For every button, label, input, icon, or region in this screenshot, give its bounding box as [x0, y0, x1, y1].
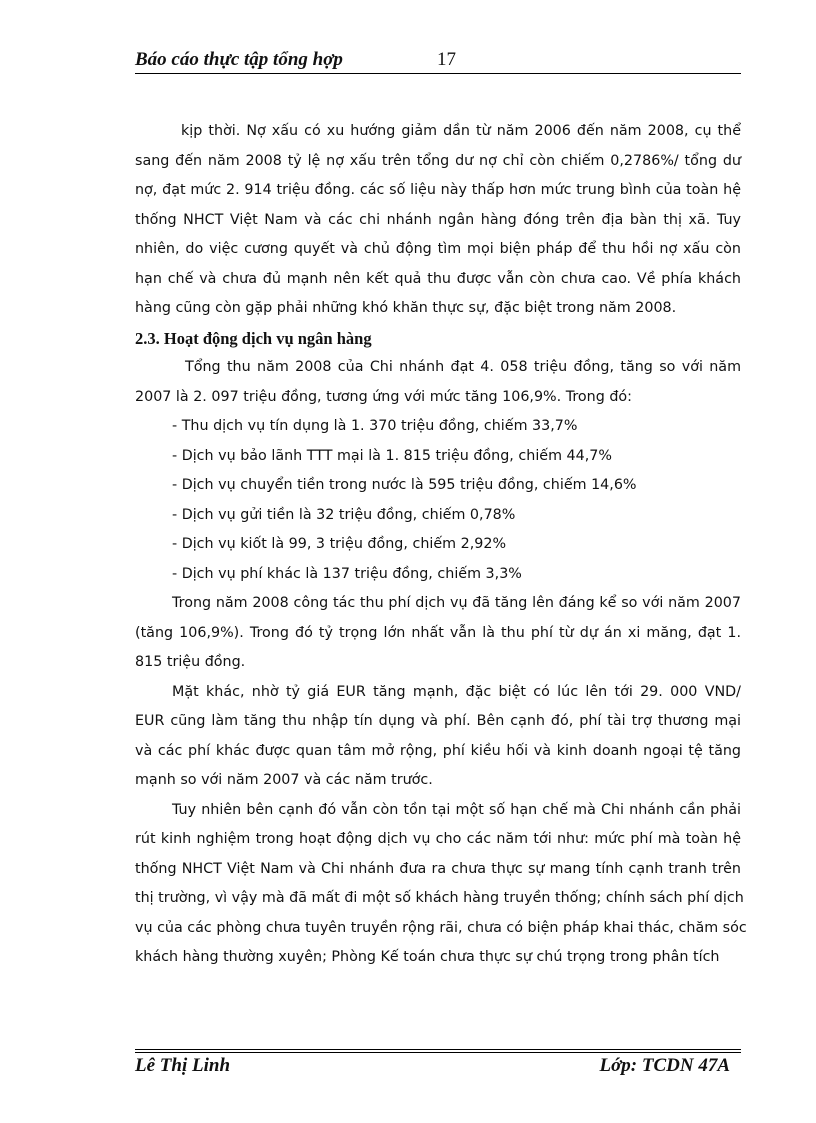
text-line: Tuy nhiên bên cạnh đó vẫn còn tồn tại một số hạn chế mà Chi nhánh cần phải	[172, 801, 741, 818]
page-number: 17	[437, 49, 456, 70]
list-item: - Dịch vụ kiốt là 99, 3 triệu đồng, chiếm 2,92%	[172, 536, 507, 552]
report-title: Báo cáo thực tập tổng hợp	[135, 49, 343, 70]
text-line: Tổng thu năm 2008 của Chi nhánh đạt 4. 058 triệu đồng, tăng so với năm	[185, 359, 741, 375]
page-content	[135, 117, 747, 973]
text-line: hàng cũng còn gặp phải những khó khăn thực sự, đặc biệt trong năm 2008.	[135, 300, 677, 316]
text-line: hạn chế và chưa đủ mạnh nên kết quả thu được vẫn còn chưa cao. Về phía khách	[135, 270, 741, 287]
list-item: - Dịch vụ bảo lãnh TTT mại là 1. 815 triệu đồng, chiếm 44,7%	[172, 447, 612, 464]
text-line: thị trường, vì vậy mà đã mất đi một số khách hàng truyền thống; chính sách phí dịch	[135, 890, 744, 906]
list-item: - Dịch vụ phí khác là 137 triệu đồng, chiếm 3,3%	[172, 565, 522, 582]
text-line: vụ của các phòng chưa tuyên truyền rộng rãi, chưa có biện pháp khai thác, chăm sóc	[135, 919, 747, 936]
page-header	[135, 47, 741, 74]
footer-rule	[135, 1049, 741, 1050]
text-line: thống NHCT Việt Nam và Chi nhánh đưa ra chưa thực sự mang tính cạnh tranh trên	[135, 860, 741, 877]
text-line: rút kinh nghiệm trong hoạt động dịch vụ cho các năm tới như: mức phí mà toàn hệ	[135, 831, 741, 847]
class-label: Lớp: TCDN 47A	[599, 1055, 730, 1076]
list-item: - Dịch vụ gửi tiền là 32 triệu đồng, chiếm 0,78%	[172, 506, 516, 523]
text-line: thống NHCT Việt Nam và các chi nhánh ngân hàng đóng trên địa bàn thị xã. Tuy	[135, 211, 741, 228]
author-name: Lê Thị Linh	[135, 1055, 231, 1076]
text-line: 815 triệu đồng.	[135, 654, 246, 670]
text-line: sang đến năm 2008 tỷ lệ nợ xấu trên tổng dư nợ chỉ còn chiếm 0,2786%/ tổng dư	[135, 152, 741, 169]
text-line: khách hàng thường xuyên; Phòng Kế toán chưa thực sự chú trọng trong phân tích	[135, 949, 720, 965]
text-line: kịp thời. Nợ xấu có xu hướng giảm dần từ năm 2006 đến năm 2008, cụ thể	[181, 123, 741, 139]
section-heading: 2.3. Hoạt động dịch vụ ngân hàng	[135, 328, 372, 348]
text-line: Trong năm 2008 công tác thu phí dịch vụ đã tăng lên đáng kể so với năm 2007	[172, 595, 741, 611]
text-line: mạnh so với năm 2007 và các năm trước.	[135, 772, 433, 788]
text-line: 2007 là 2. 097 triệu đồng, tương ứng với mức tăng 106,9%. Trong đó:	[135, 388, 632, 405]
list-item: - Dịch vụ chuyển tiền trong nước là 595 triệu đồng, chiếm 14,6%	[172, 477, 637, 493]
text-line: và các phí khác được quan tâm mở rộng, phí kiều hối và kinh doanh ngoại tệ tăng	[135, 742, 741, 759]
text-line: nhiên, do việc cương quyết và chủ động tìm mọi biện pháp để thu hồi nợ xấu còn	[135, 241, 741, 257]
text-line: Mặt khác, nhờ tỷ giá EUR tăng mạnh, đặc biệt có lúc lên tới 29. 000 VND/	[172, 683, 741, 700]
footer-rule	[135, 1052, 741, 1053]
text-line: nợ, đạt mức 2. 914 triệu đồng. các số liệu này thấp hơn mức trung bình của toàn hệ	[135, 182, 741, 198]
list-item: - Thu dịch vụ tín dụng là 1. 370 triệu đồng, chiếm 33,7%	[172, 418, 578, 434]
text-line: EUR cũng làm tăng thu nhập tín dụng và phí. Bên cạnh đó, phí tài trợ thương mại	[135, 713, 741, 729]
text-line: (tăng 106,9%). Trong đó tỷ trọng lớn nhất vẫn là thu phí từ dự án xi măng, đạt 1.	[135, 624, 741, 641]
